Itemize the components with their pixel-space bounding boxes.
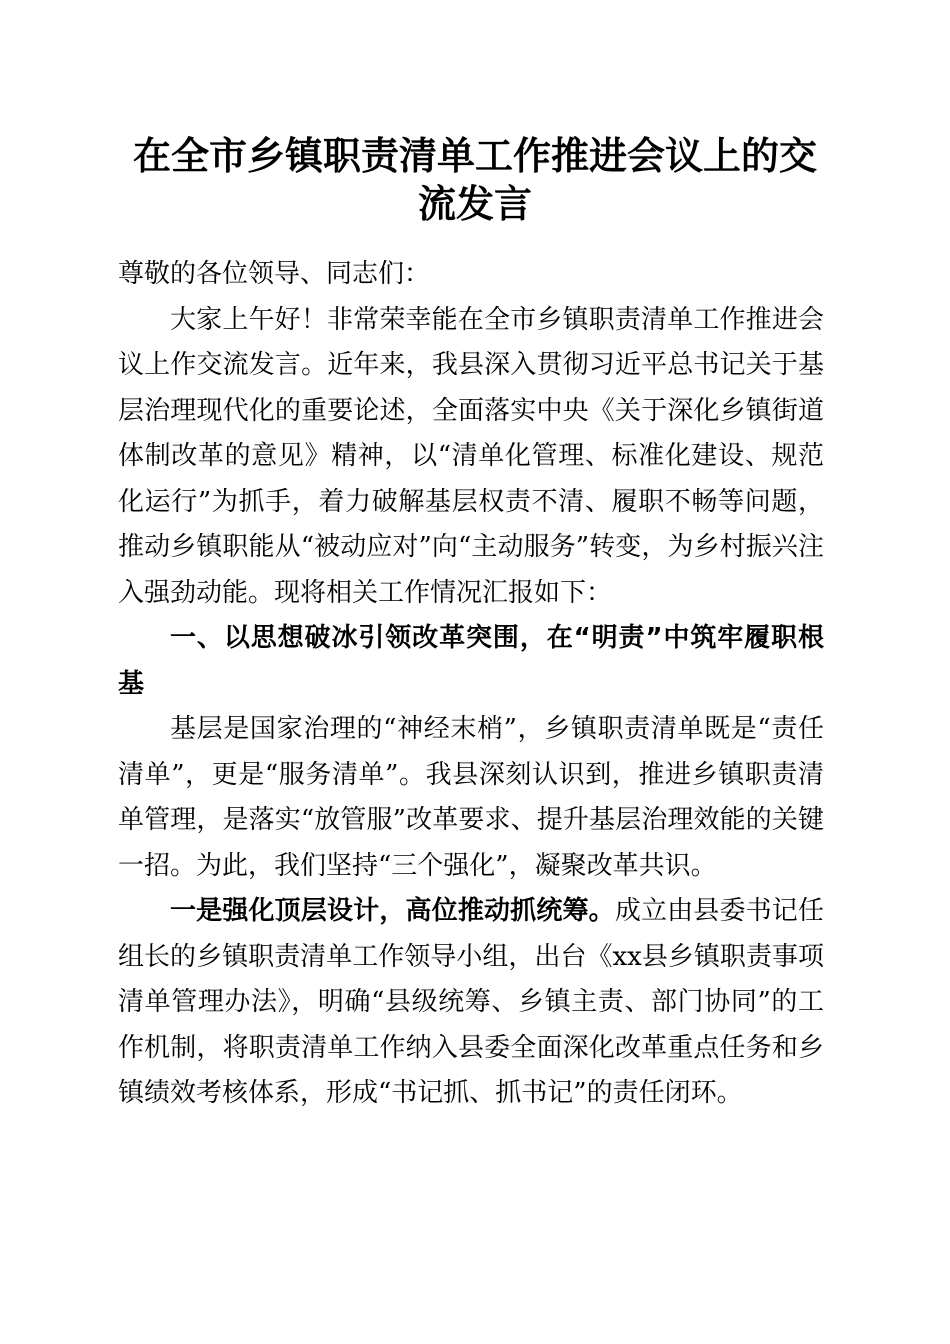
salutation: 尊敬的各位领导、同志们： (118, 259, 431, 289)
paragraph-rest: 成立由县委书记任组长的乡镇职责清单工作领导小组，出台《xx县乡镇职责事项清单管理办法》，明确“县级统筹、乡镇主责、部门协同”的工作机制，将职责清单工作纳入县委全面深化改革重点任务和乡镇绩效考核体系，形成“书记抓、抓书记”的责任闭环。 (118, 896, 824, 1108)
body-paragraph-with-lead (118, 889, 824, 1117)
document-body (118, 252, 824, 1117)
section-heading: 一、以思想破冰引领改革突围，在“明责”中筑牢履职根基 (118, 623, 824, 699)
body-paragraph: 基层是国家治理的“神经末梢”，乡镇职责清单既是“责任清单”，更是“服务清单”。我县深刻认识到，推进乡镇职责清单管理，是落实“放管服”改革要求、提升基层治理效能的关键一招。为此，我们坚持“三个强化”，凝聚改革共识。 (118, 714, 824, 881)
intro-paragraph: 大家上午好！非常荣幸能在全市乡镇职责清单工作推进会议上作交流发言。近年来，我县深入贯彻习近平总书记关于基层治理现代化的重要论述，全面落实中央《关于深化乡镇街道体制改革的意见》精神，以“清单化管理、标准化建设、规范化运行”为抓手，着力破解基层权责不清、履职不畅等问题，推动乡镇职能从“被动应对”向“主动服务”转变，为乡村振兴注入强劲动能。现将相关工作情况汇报如下： (118, 304, 824, 608)
document-title: 在全市乡镇职责清单工作推进会议上的交流发言 (132, 133, 817, 226)
paragraph-lead-sentence: 一是强化顶层设计，高位推动抓统筹。 (170, 896, 615, 926)
